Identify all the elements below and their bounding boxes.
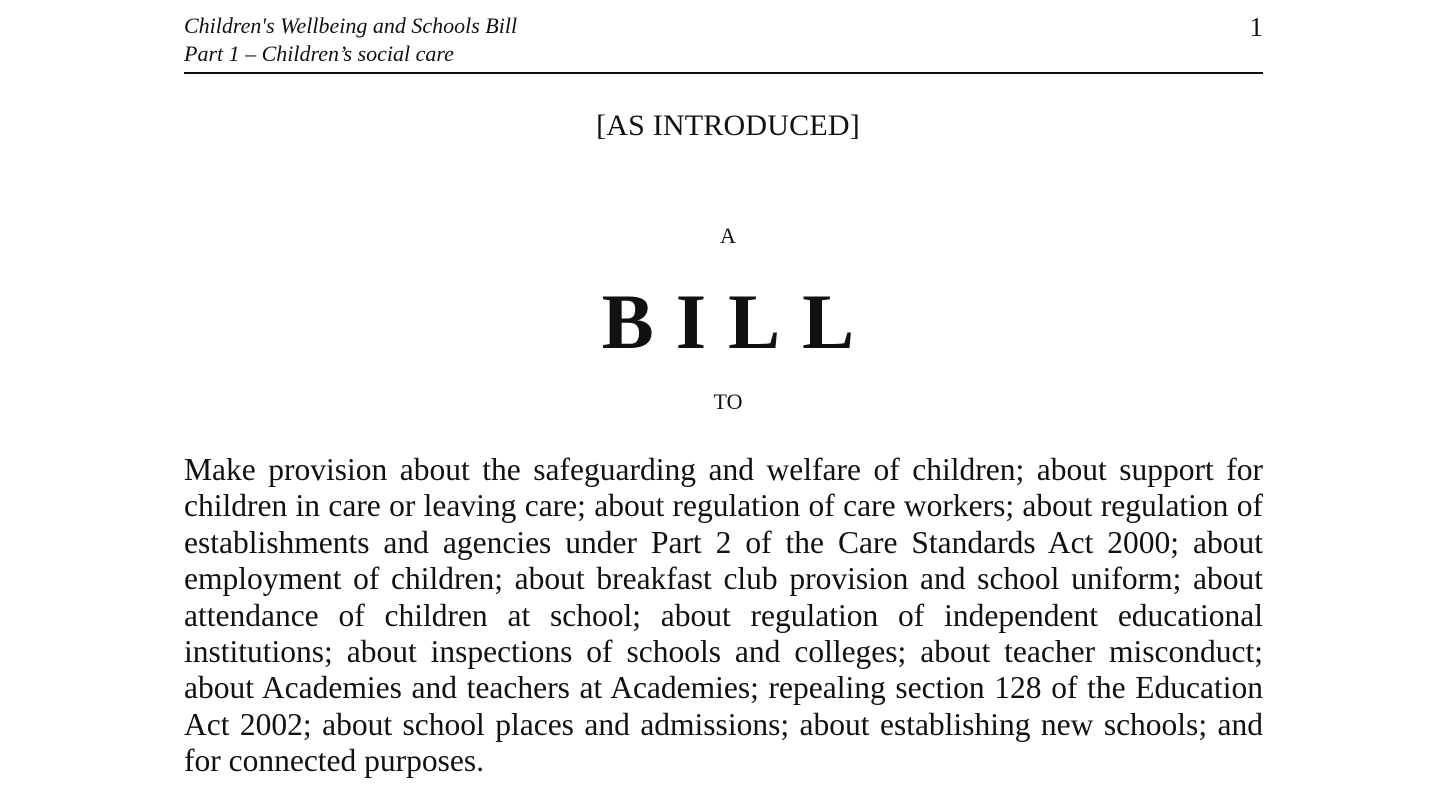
- bill-title: BILL: [601, 278, 877, 365]
- to-label: TO: [713, 389, 743, 414]
- running-header: [184, 12, 1263, 74]
- long-title: Make provision about the safeguarding and welfare of children; about support for children in care or leaving care; about regulation of care workers; about regulation of establishments and agencies under Part 2 of the Care Standards Act 2000; about employment of children; about breakfast club provision and school uniform; about attendance of children at school; about regulation of independent educational institutions; about inspections of schools and colleges; about teacher misconduct; about Academies and teachers at Academies; repealing section 128 of the Education Act 2002; about school places and admissions; about establishing new schools; and for connected purposes.: [184, 452, 1263, 779]
- header-part: Part 1 – Children’s social care: [184, 41, 454, 66]
- header-bill-name: Children's Wellbeing and Schools Bill: [184, 13, 518, 38]
- bill-status: [AS INTRODUCED]: [596, 109, 860, 142]
- page-number: 1: [1249, 12, 1263, 42]
- article-a: A: [720, 223, 736, 248]
